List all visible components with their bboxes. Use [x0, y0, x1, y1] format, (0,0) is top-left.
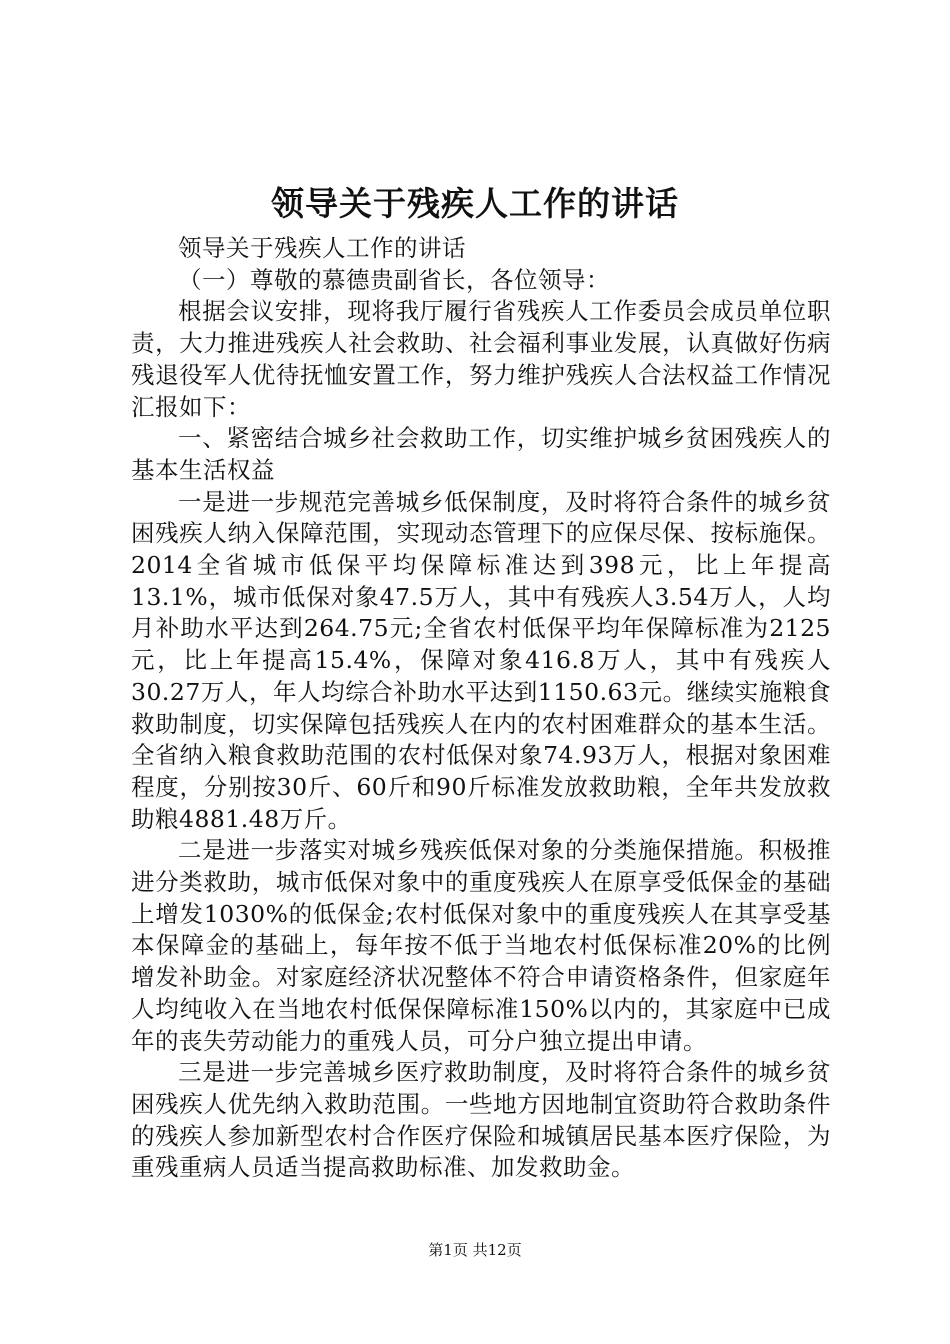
paragraph-salutation: （一）尊敬的慕德贵副省长，各位领导：: [178, 265, 610, 294]
page-footer: 第1页 共12页: [428, 1241, 522, 1259]
paragraph-point-3: 三是进一步完善城乡医疗救助制度，及时将符合条件的城乡贫困残疾人优先纳入救助范围。一些地方因地制宜资助符合救助条件的残疾人参加新型农村合作医疗保险和城镇居民基本医疗保险，为重残重病人员适当提高救助标准、加发救助金。: [131, 1058, 831, 1182]
document-title: 领导关于残疾人工作的讲话: [271, 184, 679, 223]
paragraph-intro: 根据会议安排，现将我厅履行省残疾人工作委员会成员单位职责，大力推进残疾人社会救助、社会福利事业发展，认真做好伤病残退役军人优待抚恤安置工作，努力维护残疾人合法权益工作情况汇报如下：: [131, 297, 831, 421]
paragraph-subtitle: 领导关于残疾人工作的讲话: [178, 234, 466, 262]
section-heading: 一、紧密结合城乡社会救助工作，切实维护城乡贫困残疾人的基本生活权益: [131, 424, 831, 484]
paragraph-point-1: 一是进一步规范完善城乡低保制度，及时将符合条件的城乡贫困残疾人纳入保障范围，实现动态管理下的应保尽保、按标施保。2014全省城市低保平均保障标准达到398元，比上年提高13.1%，城市低保对象47.5万人，其中有残疾人3.54万人，人均月补助水平达到264.75元;全省农村低保平均年保障标准为2125元，比上年提高15.4%，保障对象416.8万人，其中有残疾人30.27万人，年人均综合补助水平达到1150.63元。继续实施粮食救助制度，切实保障包括残疾人在内的农村困难群众的基本生活。全省纳入粮食救助范围的农村低保对象74.93万人，根据对象困难程度，分别按30斤、60斤和90斤标准发放救助粮，全年共发放救助粮4881.48万斤。: [131, 487, 831, 833]
document-body: [131, 233, 831, 1184]
paragraph-point-2: 二是进一步落实对城乡残疾低保对象的分类施保措施。积极推进分类救助，城市低保对象中的重度残疾人在原享受低保金的基础上增发1030%的低保金;农村低保对象中的重度残疾人在其享受基本保障金的基础上，每年按不低于当地农村低保标准20%的比例增发补助金。对家庭经济状况整体不符合申请资格条件，但家庭年人均纯收入在当地农村低保保障标准150%以内的，其家庭中已成年的丧失劳动能力的重残人员，可分户独立提出申请。: [131, 836, 831, 1055]
